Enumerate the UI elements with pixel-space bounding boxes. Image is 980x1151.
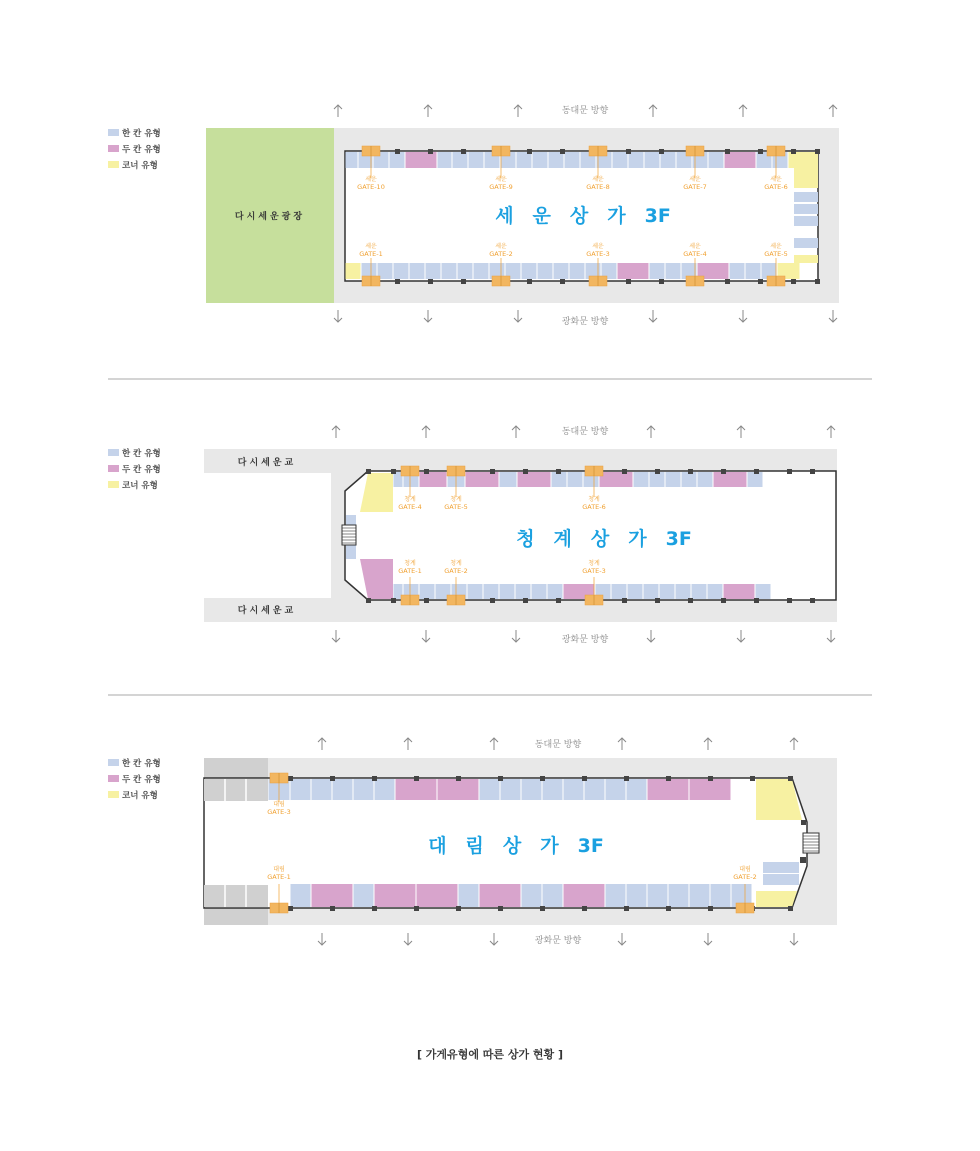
sewoon-bottom-pillar [725,279,730,284]
sewoon-bottom-corner-shop [346,263,361,279]
cheonggye-bottom-pillar [523,598,528,603]
cheonggye-top-single-shop [666,472,681,487]
sewoon-top-single-shop [613,152,628,168]
daerim-bottom-double-shop [417,884,458,907]
legend-swatch-corner [108,161,119,168]
cheonggye-bottom-pillar [655,598,660,603]
sewoon-north-direction: 동대문 방향 [561,106,609,116]
sewoon-gate-label: GATE-7 [683,183,707,191]
daerim-bottom-pillar [666,906,671,911]
daerim-top-single-shop [627,779,647,800]
cheonggye-gate-prefix: 청계 [450,560,462,567]
daerim-top-double-shop [648,779,689,800]
sewoon-bottom-single-shop [650,263,665,279]
sewoon-bottom-single-shop [554,263,569,279]
sewoon-bottom-pillar [461,279,466,284]
daerim-bottom-single-shop [669,884,689,907]
daerim-top-single-shop [354,779,374,800]
daerim-top-pillar [750,776,755,781]
daerim-top-double-shop [396,779,437,800]
sewoon-bottom-pillar [659,279,664,284]
sewoon-top-pillar [626,149,631,154]
daerim-annex-top-shops [204,779,268,801]
cheonggye-gate-label: GATE-3 [582,567,606,575]
cheonggye-gate-prefix: 청계 [404,560,416,567]
daerim-top-single-shop [291,779,311,800]
daerim-bottom-double-shop [312,884,353,907]
daerim-bottom-single-shop [459,884,479,907]
sewoon-title: 세 운 상 가 3F [495,205,671,227]
legend-swatch-single [108,129,119,136]
sewoon-top-single-shop [438,152,452,168]
cheonggye-gate-prefix: 청계 [588,560,600,567]
sewoon-top-double-shop [406,152,437,168]
daerim-top-pillar [708,776,713,781]
daerim-bottom-single-shop [354,884,374,907]
legend-label-corner: 코너 유형 [122,161,158,171]
cheonggye-top-double-shop [714,472,747,487]
sewoon-top-single-shop [565,152,580,168]
cheonggye-bridge-bottom-label: 다시세운교 [237,606,297,616]
legend-label-double: 두 칸 유형 [122,145,161,155]
cheonggye-top-double-shop [466,472,499,487]
cheonggye-bottom-single-shop [548,584,563,599]
sewoon-right-single-shop [794,192,818,202]
cheonggye-gate-label: GATE-6 [582,503,606,511]
daerim-bottom-pillar [624,906,629,911]
daerim-top-double-shop [690,779,731,800]
sewoon-top-single-shop [390,152,405,168]
cheonggye-top-pillar [810,469,815,474]
legend-swatch-double [108,775,119,782]
cheonggye-top-single-shop [698,472,713,487]
daerim-top-single-shop [480,779,500,800]
sewoon-gate-label: GATE-4 [683,250,707,258]
sewoon-gate-label: GATE-8 [586,183,610,191]
daerim-top-pillar [288,776,293,781]
sewoon-top-pillar [791,149,796,154]
daerim-top-pillar [456,776,461,781]
cheonggye-top-double-shop [420,472,447,487]
sewoon-bottom-single-shop [394,263,409,279]
cheonggye-gate-prefix: 청계 [450,496,462,503]
sewoon-gate-prefix: 세운 [495,243,507,250]
legend-swatch-corner [108,481,119,488]
cheonggye-top-pillar [688,469,693,474]
cheonggye-bottom-single-shop [484,584,499,599]
cheonggye-top-pillar [391,469,396,474]
sewoon-gate-label: GATE-9 [489,183,513,191]
sewoon-bottom-single-shop [410,263,425,279]
cheonggye-bottom-single-shop [468,584,483,599]
daerim-gate-prefix: 대림 [273,801,285,808]
sewoon-gate-prefix: 세운 [592,243,604,250]
sewoon-right-corner-shop [794,152,818,188]
sewoon-bottom-single-shop [746,263,761,279]
cheonggye-top-pillar [424,469,429,474]
daerim-top-pillar [540,776,545,781]
sewoon-south-direction: 광화문 방향 [561,317,609,327]
sewoon-right-single-shop [794,216,818,226]
daerim-bottom-double-shop [375,884,416,907]
sewoon-gate-prefix: 세운 [689,243,701,250]
cheonggye-bottom-pillar [556,598,561,603]
daerim-south-direction: 광화문 방향 [534,936,582,946]
cheonggye-top-pillar [787,469,792,474]
sewoon-gate-label: GATE-6 [764,183,788,191]
daerim-top-single-shop [585,779,605,800]
cheonggye-top-pillar [655,469,660,474]
cheonggye-top-single-shop [748,472,763,487]
daerim-bottom-single-shop [522,884,542,907]
sewoon-top-single-shop [661,152,676,168]
sewoon-bottom-pillar [560,279,565,284]
sewoon-bottom-pillar [758,279,763,284]
sewoon-right-single-shop [794,204,818,214]
sewoon-bottom-pillar [626,279,631,284]
daerim-bottom-pillar [372,906,377,911]
daerim-bottom-pillar [582,906,587,911]
daerim-top-pillar [330,776,335,781]
cheonggye-bottom-single-shop [612,584,627,599]
daerim-bottom-pillar [540,906,545,911]
cheonggye-bottom-single-shop [628,584,643,599]
daerim-top-single-shop [564,779,584,800]
sewoon-top-single-shop [517,152,532,168]
sewoon-top-single-shop [709,152,724,168]
daerim-bottom-pillar [456,906,461,911]
daerim-bottom-pillar [788,906,793,911]
cheonggye-south-direction: 광화문 방향 [561,635,609,645]
legend-swatch-single [108,759,119,766]
legend-label-corner: 코너 유형 [122,791,158,801]
legend-swatch-double [108,465,119,472]
cheonggye-top-single-shop [650,472,665,487]
sewoon-gate-prefix: 세운 [770,176,782,183]
cheonggye-bottom-pillar [688,598,693,603]
cheonggye-gate-label: GATE-2 [444,567,468,575]
cheonggye-bottom-pillar [787,598,792,603]
cheonggye-top-single-shop [634,472,649,487]
sewoon-top-single-shop [549,152,564,168]
cheonggye-bottom-single-shop [420,584,435,599]
daerim-bottom-pillar [288,906,293,911]
sewoon-right-single-shop [794,238,818,248]
sewoon-bottom-pillar [395,279,400,284]
daerim-gate-label: GATE-3 [267,808,291,816]
legend-swatch-corner [108,791,119,798]
sewoon-top-single-shop [453,152,468,168]
sewoon-bottom-pillar [791,279,796,284]
sewoon-bottom-pillar [527,279,532,284]
daerim-right-bottom-corner-shop [756,891,797,907]
daerim-top-single-shop [522,779,542,800]
legend-label-double: 두 칸 유형 [122,465,161,475]
sewoon-plaza-label: 다시세운광장 [234,212,306,222]
cheonggye-top-single-shop [568,472,583,487]
cheonggye-gate-prefix: 청계 [404,496,416,503]
cheonggye-bottom-pillar [366,598,371,603]
sewoon-bottom-double-shop [618,263,649,279]
daerim-top-single-shop [333,779,353,800]
sewoon-top-pillar [659,149,664,154]
daerim-bottom-single-shop [690,884,710,907]
daerim-gate-prefix: 대림 [739,866,751,873]
cheonggye-top-pillar [721,469,726,474]
cheonggye-bottom-pillar [721,598,726,603]
sewoon-bottom-single-shop [442,263,457,279]
cheonggye-gate-label: GATE-1 [398,567,422,575]
sewoon-bottom-single-shop [426,263,441,279]
sewoon-gate-prefix: 세운 [365,176,377,183]
cheonggye-bottom-pillar [490,598,495,603]
cheonggye-top-double-shop [518,472,551,487]
cheonggye-bottom-single-shop [532,584,547,599]
daerim-right-single-shop [763,862,799,873]
cheonggye-bottom-single-shop [644,584,659,599]
daerim-top-single-shop [606,779,626,800]
daerim-top-single-shop [375,779,395,800]
cheonggye-bottom-single-shop [500,584,515,599]
cheonggye-top-pillar [490,469,495,474]
sewoon-bottom-single-shop [474,263,489,279]
sewoon-top-single-shop [629,152,644,168]
sewoon-right-corner-shop [794,255,818,263]
sewoon-top-single-shop [346,152,358,168]
daerim-top-pillar [582,776,587,781]
cheonggye-bottom-double-shop [724,584,755,599]
cheonggye-top-pillar [754,469,759,474]
cheonggye-top-single-shop [552,472,567,487]
daerim-bottom-pillar [330,906,335,911]
daerim-gate-label: GATE-1 [267,873,291,881]
sewoon-gate-prefix: 세운 [770,243,782,250]
cheonggye-bottom-single-shop [692,584,707,599]
sewoon-top-single-shop [645,152,660,168]
sewoon-top-pillar [560,149,565,154]
daerim-bottom-double-shop [564,884,605,907]
daerim-bottom-pillar [708,906,713,911]
daerim-bottom-single-shop [543,884,563,907]
cheonggye-bottom-pillar [391,598,396,603]
daerim-top-pillar [414,776,419,781]
figure-caption: [ 가게유형에 따른 상가 현황 ] [416,1048,564,1061]
sewoon-gate-label: GATE-3 [586,250,610,258]
sewoon-bottom-pillar [428,279,433,284]
daerim-right-pillar [800,857,806,863]
cheonggye-top-pillar [523,469,528,474]
sewoon-top-pillar [758,149,763,154]
cheonggye-bottom-single-shop [516,584,531,599]
sewoon-top-pillar [527,149,532,154]
sewoon-top-double-shop [725,152,756,168]
daerim-bottom-pillar [498,906,503,911]
sewoon-top-single-shop [469,152,484,168]
sewoon-bottom-single-shop [570,263,585,279]
cheonggye-gate-prefix: 청계 [588,496,600,503]
cheonggye-bridge-top-label: 다시세운교 [237,458,297,468]
daerim-bottom-pillar [414,906,419,911]
cheonggye-top-single-shop [682,472,697,487]
cheonggye-bottom-pillar [622,598,627,603]
legend-label-single: 한 칸 유형 [122,449,161,459]
sewoon-gate-label: GATE-1 [359,250,383,258]
daerim-bottom-single-shop [648,884,668,907]
sewoon-bottom-single-shop [538,263,553,279]
cheonggye-bottom-single-shop [660,584,675,599]
daerim-top-pillar [372,776,377,781]
cheonggye-bottom-pillar [424,598,429,603]
daerim-top-pillar [666,776,671,781]
legend-label-single: 한 칸 유형 [122,759,161,769]
cheonggye-bottom-single-shop [756,584,771,599]
legend-label-double: 두 칸 유형 [122,775,161,785]
cheonggye-top-pillar [556,469,561,474]
sewoon-top-pillar [725,149,730,154]
sewoon-gate-prefix: 세운 [495,176,507,183]
daerim-top-double-shop [438,779,479,800]
daerim-right-pillar [801,820,806,825]
cheonggye-top-double-shop [600,472,633,487]
legend-label-single: 한 칸 유형 [122,129,161,139]
daerim-bottom-single-shop [627,884,647,907]
cheonggye-bottom-single-shop [676,584,691,599]
daerim-bottom-single-shop [711,884,731,907]
daerim-top-single-shop [501,779,521,800]
sewoon-gate-label: GATE-5 [764,250,788,258]
daerim-gate-prefix: 대림 [273,866,285,873]
daerim-top-pillar [498,776,503,781]
cheonggye-gate-label: GATE-5 [444,503,468,511]
cheonggye-top-pillar [366,469,371,474]
daerim-gate-label: GATE-2 [733,873,757,881]
sewoon-bottom-single-shop [666,263,681,279]
cheonggye-north-direction: 동대문 방향 [561,427,609,437]
daerim-title: 대 림 상 가 3F [428,835,604,857]
sewoon-gate-prefix: 세운 [365,243,377,250]
daerim-north-direction: 동대문 방향 [534,740,582,750]
sewoon-top-pillar [461,149,466,154]
sewoon-bottom-single-shop [458,263,473,279]
daerim-bottom-single-shop [606,884,626,907]
daerim-top-pillar [624,776,629,781]
sewoon-gate-prefix: 세운 [689,176,701,183]
sewoon-bottom-pillar [815,279,820,284]
sewoon-top-single-shop [533,152,548,168]
daerim-right-single-shop [763,874,799,885]
sewoon-bottom-single-shop [730,263,745,279]
cheonggye-gate-label: GATE-4 [398,503,422,511]
daerim-bottom-single-shop [291,884,311,907]
daerim-bottom-double-shop [480,884,521,907]
sewoon-top-pillar [815,149,820,154]
cheonggye-bottom-pillar [810,598,815,603]
sewoon-top-pillar [428,149,433,154]
cheonggye-top-single-shop [500,472,517,487]
daerim-annex-bottom-shops [204,885,268,907]
sewoon-top-pillar [395,149,400,154]
daerim-top-single-shop [543,779,563,800]
legend-label-corner: 코너 유형 [122,481,158,491]
cheonggye-title: 청 계 상 가 3F [516,528,692,550]
daerim-top-pillar [788,776,793,781]
sewoon-gate-prefix: 세운 [592,176,604,183]
cheonggye-top-pillar [622,469,627,474]
cheonggye-bottom-pillar [754,598,759,603]
daerim-top-single-shop [312,779,332,800]
legend-swatch-double [108,145,119,152]
legend-swatch-single [108,449,119,456]
sewoon-bottom-single-shop [522,263,537,279]
sewoon-gate-label: GATE-10 [357,183,385,191]
cheonggye-bottom-single-shop [708,584,723,599]
sewoon-gate-label: GATE-2 [489,250,513,258]
